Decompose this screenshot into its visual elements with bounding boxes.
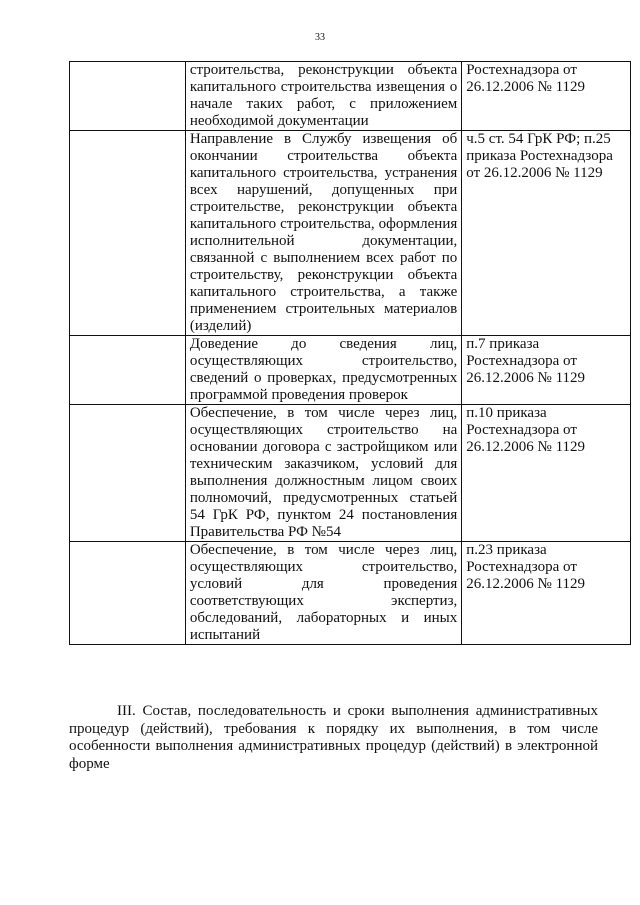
procedure-cell: Направление в Службу извещения об окончании строительства объекта капитального строительства, устранения всех нарушений, допущенных при строительстве, реконструкции объекта капитального строительства, оформления исполнительной документации, связанной с выполнением всех работ по строительству, реконструкции объекта капитального строительства, а также применением строительных материалов (изделий) bbox=[185, 131, 461, 336]
legal-basis-cell: п.7 приказа Ростехнадзора от 26.12.2006 № 1129 bbox=[462, 336, 631, 405]
table-row bbox=[70, 542, 631, 645]
table-cell-empty bbox=[70, 62, 186, 131]
legal-basis-cell: ч.5 ст. 54 ГрК РФ; п.25 приказа Ростехнадзора от 26.12.2006 № 1129 bbox=[462, 131, 631, 336]
table-row bbox=[70, 131, 631, 336]
table-row bbox=[70, 62, 631, 131]
section-heading: III. Состав, последовательность и сроки выполнения административных процедур (действий), требования к порядку их выполнения, в том числе особенности выполнения административных процедур (действий) в электронной форме bbox=[69, 703, 598, 772]
table-cell-empty bbox=[70, 336, 186, 405]
legal-basis-cell: п.23 приказа Ростехнадзора от 26.12.2006 № 1129 bbox=[462, 542, 631, 645]
table-cell-empty bbox=[70, 542, 186, 645]
table-cell-empty bbox=[70, 405, 186, 542]
procedure-cell: Обеспечение, в том числе через лиц, осуществляющих строительство на основании договора с застройщиком или техническим заказчиком, условий для выполнения должностным лицом своих полномочий, предусмотренных статьей 54 ГрК РФ, пунктом 24 постановления Правительства РФ №54 bbox=[185, 405, 461, 542]
procedures-table bbox=[69, 61, 631, 645]
legal-basis-cell: п.10 приказа Ростехнадзора от 26.12.2006 № 1129 bbox=[462, 405, 631, 542]
procedure-cell: Доведение до сведения лиц, осуществляющих строительство, сведений о проверках, предусмотренных программой проведения проверок bbox=[185, 336, 461, 405]
procedure-cell: строительства, реконструкции объекта капитального строительства извещения о начале таких работ, с приложением необходимой документации bbox=[185, 62, 461, 131]
table-row bbox=[70, 336, 631, 405]
page-number: 33 bbox=[315, 32, 325, 43]
procedure-cell: Обеспечение, в том числе через лиц, осуществляющих строительство, условий для проведения соответствующих экспертиз, обследований, лабораторных и иных испытаний bbox=[185, 542, 461, 645]
table-row bbox=[70, 405, 631, 542]
table-cell-empty bbox=[70, 131, 186, 336]
legal-basis-cell: Ростехнадзора от 26.12.2006 № 1129 bbox=[462, 62, 631, 131]
